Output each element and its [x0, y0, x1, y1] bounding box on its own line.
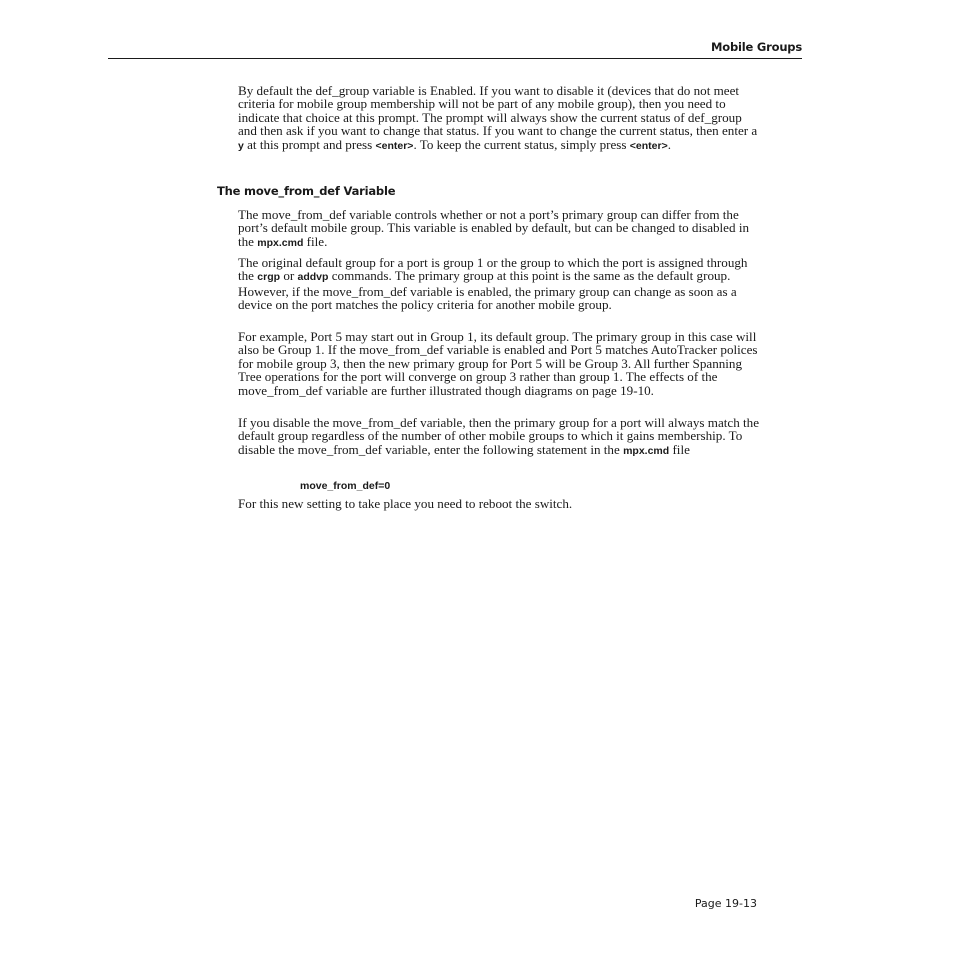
- paragraph-original-default: [238, 256, 760, 312]
- paragraph-example: For example, Port 5 may start out in Group 1, its default group. The primary group in this case will also be Group 1. If the move_from_def variable is enabled and Port 5 matches AutoTracker polices for mobile group 3, then the new primary group for Port 5 will be Group 3. All further Spanning Tree operations for the port will converge on group 3 rather than group 1. The effects of the move_from_def variable are further illustrated though diagrams on page 19-10.: [238, 329, 758, 398]
- keyword-mpx-cmd: mpx.cmd: [623, 444, 670, 457]
- paragraph-def-group: [238, 84, 760, 153]
- text-run: file.: [303, 233, 328, 249]
- text-run: file: [669, 441, 690, 457]
- keyword-crgp: crgp: [257, 271, 281, 284]
- paragraph-disable: [238, 416, 760, 458]
- text-run: .: [667, 136, 671, 152]
- text-run: The move_from_def variable controls whether or not a port’s primary group can differ from the port’s default mobile group. This variable is enabled by default, but can be changed to disabled in the: [238, 207, 750, 249]
- text-run: commands. The primary group at this point is the same as the default group. However, if the move_from_def variable is enabled, the primary group can change as soon as a device on the port matches the policy criteria for another mobile group.: [238, 268, 737, 313]
- text-run: at this prompt and press: [243, 136, 376, 152]
- text-run: By default the def_group variable is Enabled. If you want to disable it (devices that do not meet criteria for mobile group membership will not be part of any mobile group), then you need to indicate that choice at this prompt. The prompt will always show the current status of def_group and then ask if you want to change that status. If you want to change the current status, then enter a: [238, 83, 758, 139]
- page-number: Page 19-13: [694, 897, 757, 910]
- text-run: or: [280, 268, 298, 284]
- keyword-enter: <enter>: [375, 139, 414, 152]
- text-run: If you disable the move_from_def variable, then the primary group for a port will always match the default group regardless of the number of other mobile groups to which it gains membership. To disable the move_from_def variable, enter the following statement in the: [238, 415, 760, 457]
- running-header: Mobile Groups: [711, 40, 802, 54]
- text-run: The original default group for a port is group 1 or the group to which the port is assigned through the: [238, 255, 748, 284]
- header-divider: [108, 58, 802, 59]
- paragraph-reboot: For this new setting to take place you need to reboot the switch.: [238, 496, 573, 511]
- paragraph-variable-description: [238, 208, 760, 250]
- section-heading: The move_from_def Variable: [217, 184, 396, 198]
- keyword-y: y: [238, 139, 244, 152]
- code-statement: move_from_def=0: [300, 480, 391, 492]
- keyword-enter: <enter>: [629, 139, 668, 152]
- keyword-addvp: addvp: [297, 271, 329, 284]
- text-run: . To keep the current status, simply press: [413, 136, 630, 152]
- keyword-mpx-cmd: mpx.cmd: [257, 236, 304, 249]
